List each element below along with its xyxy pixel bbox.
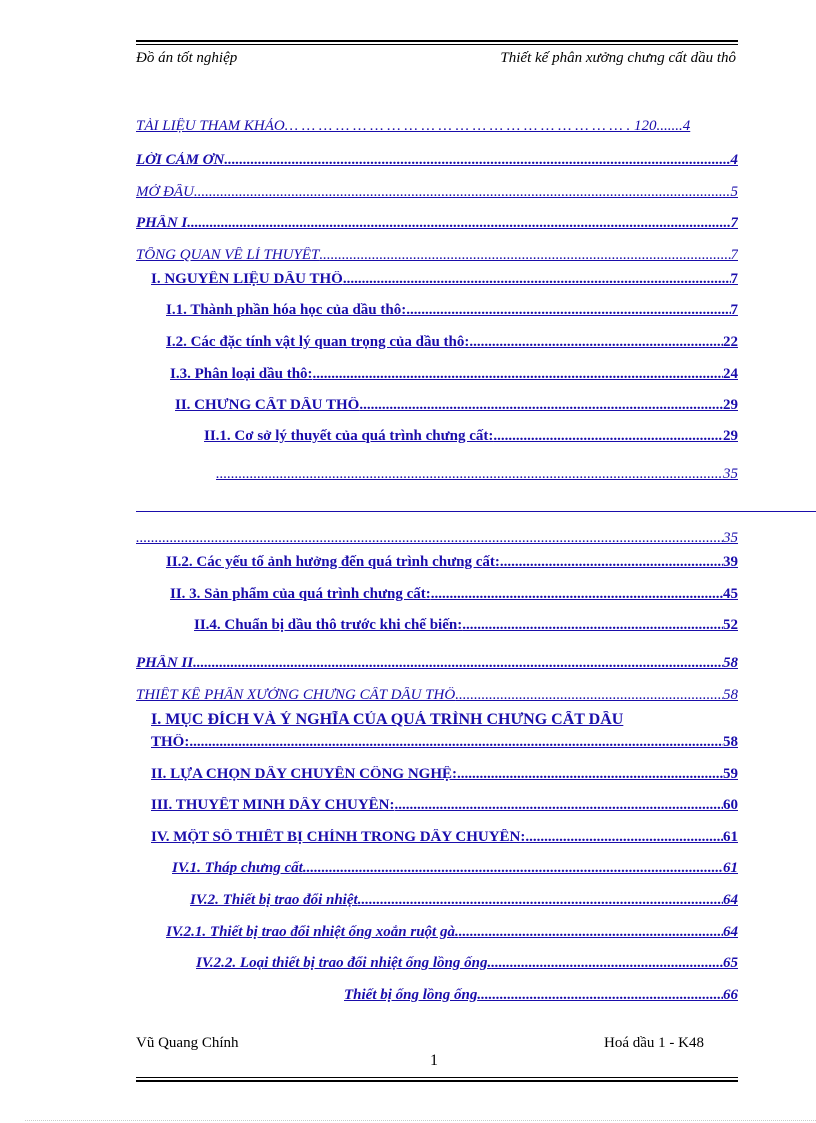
toc-entry-raw-material[interactable] bbox=[151, 271, 738, 288]
toc-dot-leader bbox=[194, 184, 731, 201]
toc-blank-underline bbox=[136, 511, 816, 512]
toc-dot-leader bbox=[343, 271, 731, 288]
toc-dot-leader bbox=[493, 428, 723, 445]
toc-entry-page: 7 bbox=[730, 247, 738, 263]
toc-entry-purpose-title[interactable] bbox=[151, 711, 738, 729]
toc-entry-page: 39 bbox=[723, 554, 738, 570]
toc-entry-part-1[interactable] bbox=[136, 215, 738, 232]
toc-entry-introduction[interactable] bbox=[136, 184, 738, 201]
toc-dot-leader bbox=[500, 554, 723, 571]
toc-entry-label: IV.2.2. Loại thiết bị trao đổi nhiệt ống lồng ống. bbox=[196, 955, 492, 971]
toc-entry-label: II. 3. Sản phẩm của quá trình chưng cất: bbox=[170, 586, 431, 602]
toc-entry-page: .......4 bbox=[656, 118, 691, 134]
toc-entry-page: 24 bbox=[723, 366, 738, 382]
toc-entry-label: II.1. Cơ sở lý thuyết của quá trình chưng cất: bbox=[204, 428, 494, 444]
footer-rule-bottom bbox=[136, 1080, 738, 1082]
toc-dot-leader bbox=[469, 334, 723, 351]
toc-entry-classification[interactable] bbox=[170, 366, 738, 383]
toc-entry-label: LỜI CẢM ƠN bbox=[136, 152, 225, 168]
toc-dot-leader bbox=[457, 766, 723, 783]
toc-entry-main-equipment[interactable] bbox=[151, 829, 738, 846]
toc-entry-theory-overview[interactable] bbox=[136, 247, 738, 264]
toc-entry-label: PHẦN II bbox=[136, 655, 194, 671]
toc-dot-leader bbox=[187, 215, 730, 232]
toc-dot-leader bbox=[459, 924, 723, 941]
toc-entry-page: 66 bbox=[723, 987, 738, 1003]
toc-dot-leader bbox=[319, 247, 730, 264]
footer-class: Hoá dầu 1 - K48 bbox=[604, 1035, 704, 1051]
toc-entry-label: Thiết bị ống lồng ống bbox=[344, 987, 478, 1003]
toc-entry-label: I.1. Thành phần hóa học của dầu thô: bbox=[166, 302, 407, 318]
toc-dot-leader bbox=[406, 302, 730, 319]
toc-dot-leader bbox=[313, 366, 723, 383]
toc-entry-label: IV.2. Thiết bị trao đổi nhiệt bbox=[190, 892, 358, 908]
toc-entry-label: II. LỰA CHỌN DÂY CHUYỀN CÔNG NGHỆ: bbox=[151, 766, 457, 782]
toc-entry-process-description[interactable] bbox=[151, 797, 738, 814]
toc-dot-leader bbox=[491, 955, 723, 972]
toc-entry-label: IV.1. Tháp chưng cất bbox=[172, 860, 303, 876]
toc-entry-page: 59 bbox=[723, 766, 738, 782]
toc-entry-label: I.2. Các đặc tính vật lý quan trọng của dầu thô: bbox=[166, 334, 470, 350]
header-left: Đồ án tốt nghiệp bbox=[136, 50, 238, 66]
toc-entry-distillation-theory[interactable] bbox=[166, 428, 738, 445]
toc-entry-page: 65 bbox=[723, 955, 738, 971]
toc-entry-label: PHẦN I bbox=[136, 215, 188, 231]
toc-entry-chemical-composition[interactable] bbox=[166, 302, 738, 319]
toc-entry-page: 35 bbox=[723, 530, 738, 546]
toc-dot-leader bbox=[525, 829, 723, 846]
header-rule-top bbox=[136, 40, 738, 42]
toc-entry-page: 64 bbox=[723, 892, 738, 908]
toc-entry-page: 7 bbox=[730, 302, 738, 318]
toc-entry-physical-properties[interactable] bbox=[166, 334, 738, 351]
toc-entry-double-pipe-type[interactable] bbox=[166, 955, 738, 972]
toc-entry-page: 29 bbox=[723, 428, 738, 444]
page-edge-dotted-line bbox=[25, 1120, 816, 1121]
toc-entry-page: 60 bbox=[723, 797, 738, 813]
toc-entry-label: II.2. Các yếu tố ảnh hưởng đến quá trình chưng cất: bbox=[166, 554, 500, 570]
toc-entry-label: IV.2.1. Thiết bị trao đổi nhiệt ống xoắn ruột gà. bbox=[166, 924, 459, 940]
toc-entry-purpose[interactable] bbox=[151, 734, 738, 751]
toc-entry-label: I. NGUYÊN LIỆU DẦU THÔ bbox=[151, 271, 343, 287]
toc-entry-page: 22 bbox=[723, 334, 738, 350]
toc-entry-page: 45 bbox=[723, 586, 738, 602]
toc-entry-page: 52 bbox=[723, 617, 738, 633]
toc-entry-blank-2[interactable] bbox=[136, 530, 738, 547]
toc-dot-leader bbox=[431, 586, 723, 603]
toc-entry-page: 4 bbox=[730, 152, 738, 168]
toc-dot-leader bbox=[455, 687, 723, 704]
toc-entry-label: THIẾT KẾ PHÂN XƯỞNG CHƯNG CẤT DẦU THÔ bbox=[136, 687, 456, 703]
toc-entry-label: III. THUYẾT MINH DÂY CHUYỀN: bbox=[151, 797, 395, 813]
toc-dot-leader bbox=[359, 397, 723, 414]
toc-entry-heat-exchanger[interactable] bbox=[166, 892, 738, 909]
toc-entry-part-2[interactable] bbox=[136, 655, 738, 672]
toc-entry-page: 58 bbox=[723, 687, 738, 703]
toc-entry-double-pipe[interactable] bbox=[166, 987, 738, 1004]
toc-entry-page: 29 bbox=[723, 397, 738, 413]
toc-dot-leader bbox=[216, 466, 723, 483]
toc-entry-page: 7 bbox=[730, 271, 738, 287]
toc-entry-references[interactable] bbox=[136, 118, 738, 135]
toc-entry-page: 58 bbox=[723, 655, 738, 671]
toc-entry-page: 61 bbox=[723, 829, 738, 845]
toc-entry-label: I. MỤC ĐÍCH VÀ Ý NGHĨA CỦA QUÁ TRÌNH CHƯNG CẤT DẦU bbox=[151, 711, 624, 728]
toc-dot-leader bbox=[224, 152, 730, 169]
toc-entry-label: II.4. Chuẩn bị dầu thô trước khi chế biến: bbox=[194, 617, 463, 633]
toc-entry-distillation-tower[interactable] bbox=[166, 860, 738, 877]
toc-entry-page: 5 bbox=[730, 184, 738, 200]
toc-dot-leader bbox=[358, 892, 723, 909]
footer-author: Vũ Quang Chính bbox=[136, 1035, 239, 1051]
toc-entry-products[interactable] bbox=[170, 586, 738, 603]
header-right: Thiết kế phân xưởng chưng cất dầu thô bbox=[500, 50, 736, 66]
toc-entry-blank-1[interactable] bbox=[136, 466, 738, 483]
toc-entry-label: II. CHƯNG CẤT DẦU THÔ bbox=[175, 397, 360, 413]
toc-entry-page: 64 bbox=[723, 924, 738, 940]
toc-entry-page: 7 bbox=[730, 215, 738, 231]
toc-entry-label: TỔNG QUAN VỀ LÍ THUYẾT bbox=[136, 247, 320, 263]
toc-entry-label: IV. MỘT SỐ THIẾT BỊ CHÍNH TRONG DÂY CHUYỀN: bbox=[151, 829, 526, 845]
toc-entry-technology-choice[interactable] bbox=[151, 766, 738, 783]
toc-entry-acknowledgement[interactable] bbox=[136, 152, 738, 169]
toc-entry-coil-heat-exchanger[interactable] bbox=[166, 924, 738, 941]
toc-entry-label: MỞ ĐẦU bbox=[136, 184, 194, 200]
toc-dot-leader bbox=[189, 734, 723, 751]
toc-dot-leader bbox=[303, 860, 723, 877]
toc-entry-design[interactable] bbox=[136, 687, 738, 704]
toc-entry-distillation[interactable] bbox=[151, 397, 738, 414]
toc-entry-page: 35 bbox=[723, 466, 738, 482]
toc-dot-leader bbox=[395, 797, 723, 814]
toc-dot-leader bbox=[462, 617, 723, 634]
toc-entry-page: 61 bbox=[723, 860, 738, 876]
toc-dot-leader bbox=[193, 655, 723, 672]
toc-entry-influencing-factors[interactable] bbox=[166, 554, 738, 571]
header-rule-bottom bbox=[136, 44, 738, 45]
toc-dot-leader bbox=[136, 530, 723, 547]
page-number: 1 bbox=[430, 1052, 438, 1069]
toc-entry-label: TÀI LIỆU THAM KHẢO… … … … … … … … … … … … … … … … … … … … . 120 bbox=[136, 118, 657, 134]
toc-entry-label: THÔ: bbox=[151, 734, 190, 750]
toc-entry-page: 58 bbox=[723, 734, 738, 750]
footer-rule-top bbox=[136, 1077, 738, 1078]
toc-dot-leader bbox=[477, 987, 723, 1004]
toc-entry-preparation[interactable] bbox=[166, 617, 738, 634]
toc-entry-label: I.3. Phân loại dầu thô: bbox=[170, 366, 313, 382]
